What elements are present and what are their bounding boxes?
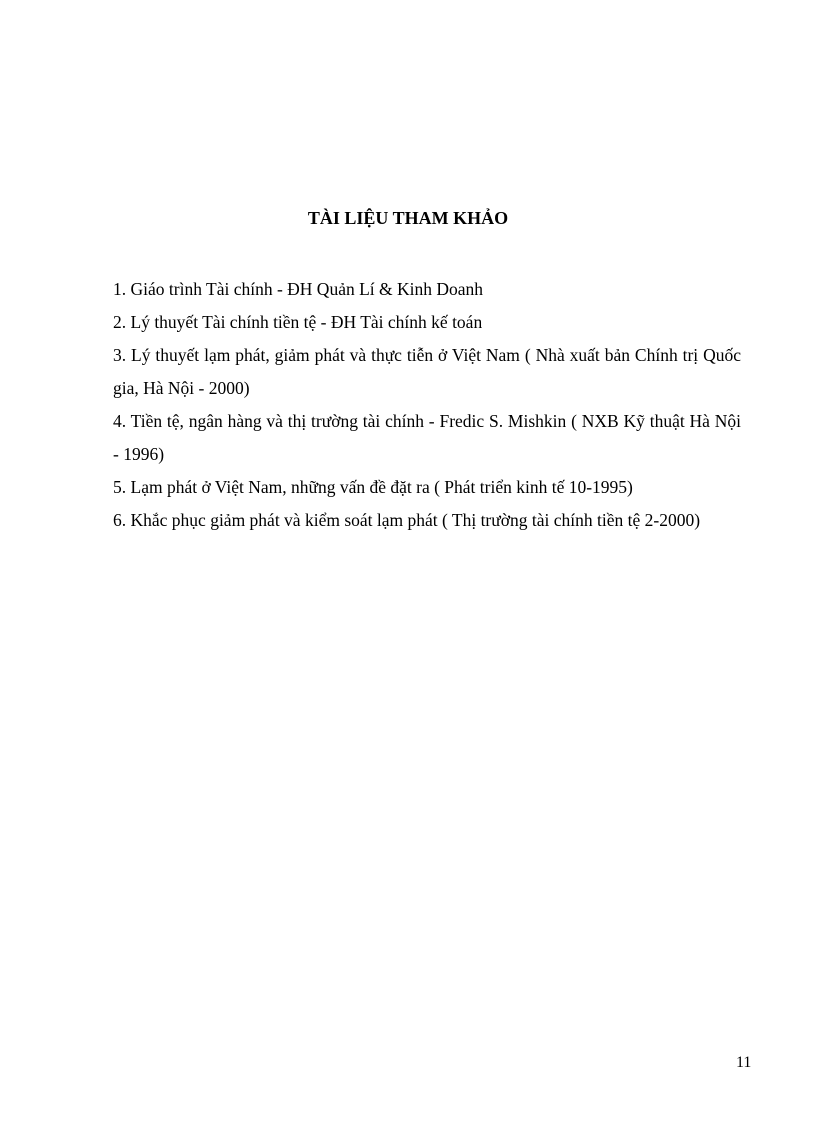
reference-item-2: 2. Lý thuyết Tài chính tiền tệ - ĐH Tài chính kế toán: [113, 312, 483, 332]
page-number: 11: [736, 1054, 752, 1071]
reference-item-3: 3. Lý thuyết lạm phát, giảm phát và thực tiễn ở Việt Nam ( Nhà xuất bản Chính trị Quốc gia, Hà Nội - 2000): [113, 345, 741, 398]
reference-item-6: 6. Khắc phục giảm phát và kiểm soát lạm phát ( Thị trường tài chính tiền tệ 2-2000): [113, 510, 701, 530]
reference-item-4: 4. Tiền tệ, ngân hàng và thị trường tài chính - Fredic S. Mishkin ( NXB Kỹ thuật Hà Nội - 1996): [113, 411, 741, 464]
reference-list: [113, 273, 741, 537]
reference-item-5: 5. Lạm phát ở Việt Nam, những vấn đề đặt ra ( Phát triển kinh tế 10-1995): [113, 477, 633, 497]
reference-item-1: 1. Giáo trình Tài chính - ĐH Quản Lí & Kinh Doanh: [113, 279, 484, 299]
page-title: TÀI LIỆU THAM KHẢO: [307, 208, 509, 228]
